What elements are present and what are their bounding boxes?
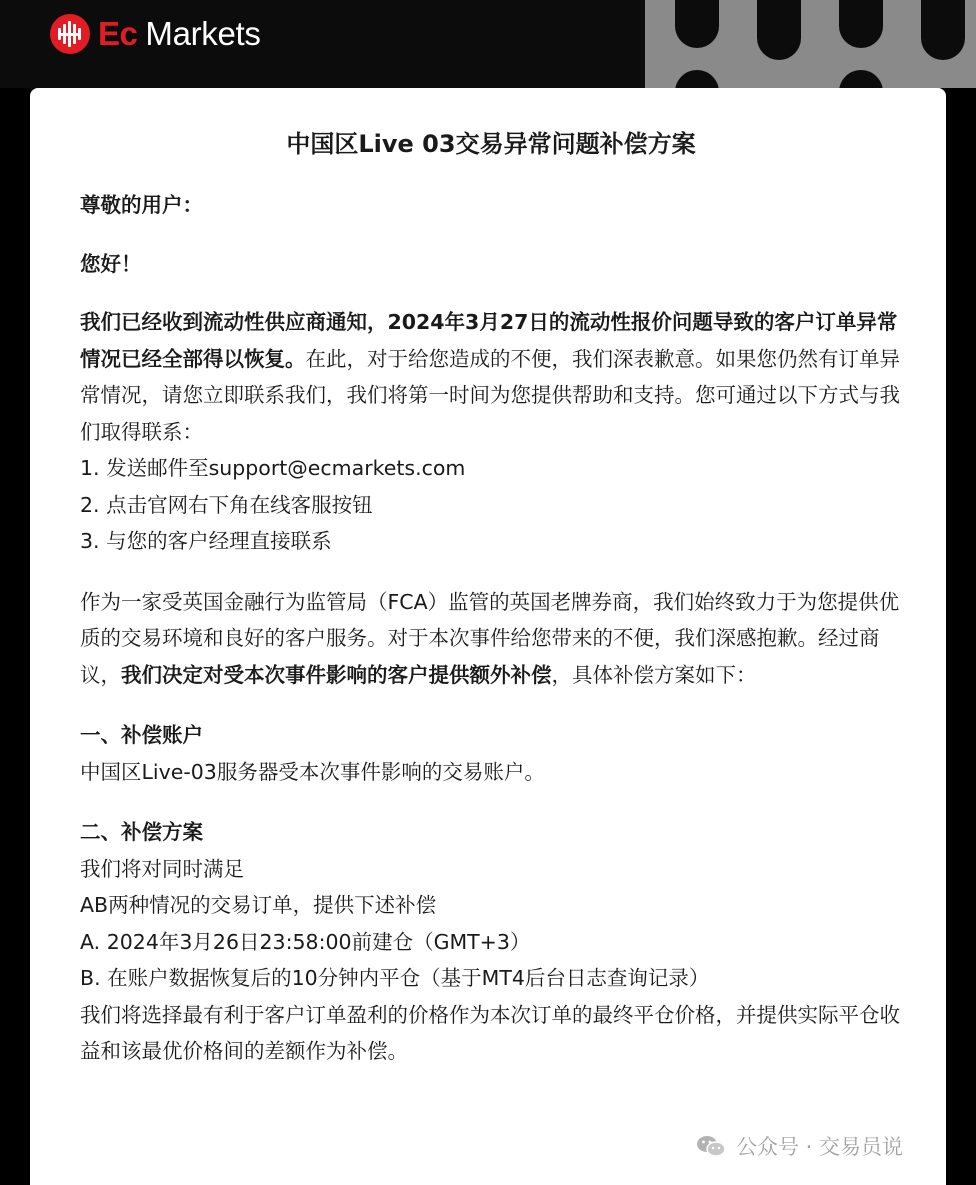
section1-heading: 一、补偿账户 — [80, 723, 203, 747]
header-bar — [0, 0, 976, 88]
section2-line: 我们将对同时满足 — [80, 856, 244, 881]
document-body — [80, 124, 902, 1070]
logo-text-ec: Ec — [98, 15, 138, 52]
document-card — [30, 88, 946, 1185]
intro-bold-text: 我们已经收到流动性供应商通知，2024年3月27日的流动性报价问题导致的客户订单异常情况已经全部得以恢复。 — [80, 310, 898, 371]
logo-mark-icon — [50, 14, 90, 54]
contact-item: 1. 发送邮件至support@ecmarkets.com — [80, 456, 466, 480]
section2-line: AB两种情况的交易订单，提供下述补偿 — [80, 893, 437, 917]
contact-item: 3. 与您的客户经理直接联系 — [80, 529, 332, 553]
contact-item: 2. 点击官网右下角在线客服按钮 — [80, 492, 373, 517]
logo-text-markets: Markets — [145, 15, 261, 52]
condition-b: B. 在账户数据恢复后的10分钟内平仓（基于MT4后台日志查询记录） — [80, 966, 710, 990]
wechat-icon — [696, 1134, 726, 1158]
compensation-bold-text: 我们决定对受本次事件影响的客户提供额外补偿 — [121, 662, 552, 687]
section2-heading: 二、补偿方案 — [80, 820, 203, 844]
section1-text: 中国区Live-03服务器受本次事件影响的交易账户。 — [80, 759, 545, 784]
header-decoration — [645, 0, 976, 88]
ecmarkets-logo[interactable] — [50, 14, 261, 54]
fca-paragraph: 作为一家受英国金融行为监管局（FCA）监管的英国老牌券商，我们始终致力于为您提供优质的交易环境和良好的客户服务。对于本次事件给您带来的不便，我们深感抱歉。经过商议，我们决定对受本次事件影响的客户提供额外补偿，具体补偿方案如下： — [80, 589, 900, 687]
greeting-salutation: 尊敬的用户： — [80, 193, 203, 217]
wechat-watermark — [696, 1131, 903, 1161]
greeting-hello: 您好！ — [80, 251, 142, 276]
document-title: 中国区Live 03交易异常问题补偿方案 — [286, 130, 696, 158]
intro-paragraph — [80, 304, 902, 450]
watermark-text: 公众号 · 交易员说 — [736, 1135, 904, 1159]
intro-text: 在此，对于给您造成的不便，我们深表歉意。如果您仍然有订单异常情况，请您立即联系我们，我们将第一时间为您提供帮助和支持。您可通过以下方式与我们取得联系： — [80, 346, 900, 444]
condition-a: A. 2024年3月26日23:58:00前建仓（GMT+3） — [80, 929, 531, 954]
section2-final: 我们将选择最有利于客户订单盈利的价格作为本次订单的最终平仓价格，并提供实际平仓收益和该最优价格间的差额作为补偿。 — [80, 1002, 900, 1063]
